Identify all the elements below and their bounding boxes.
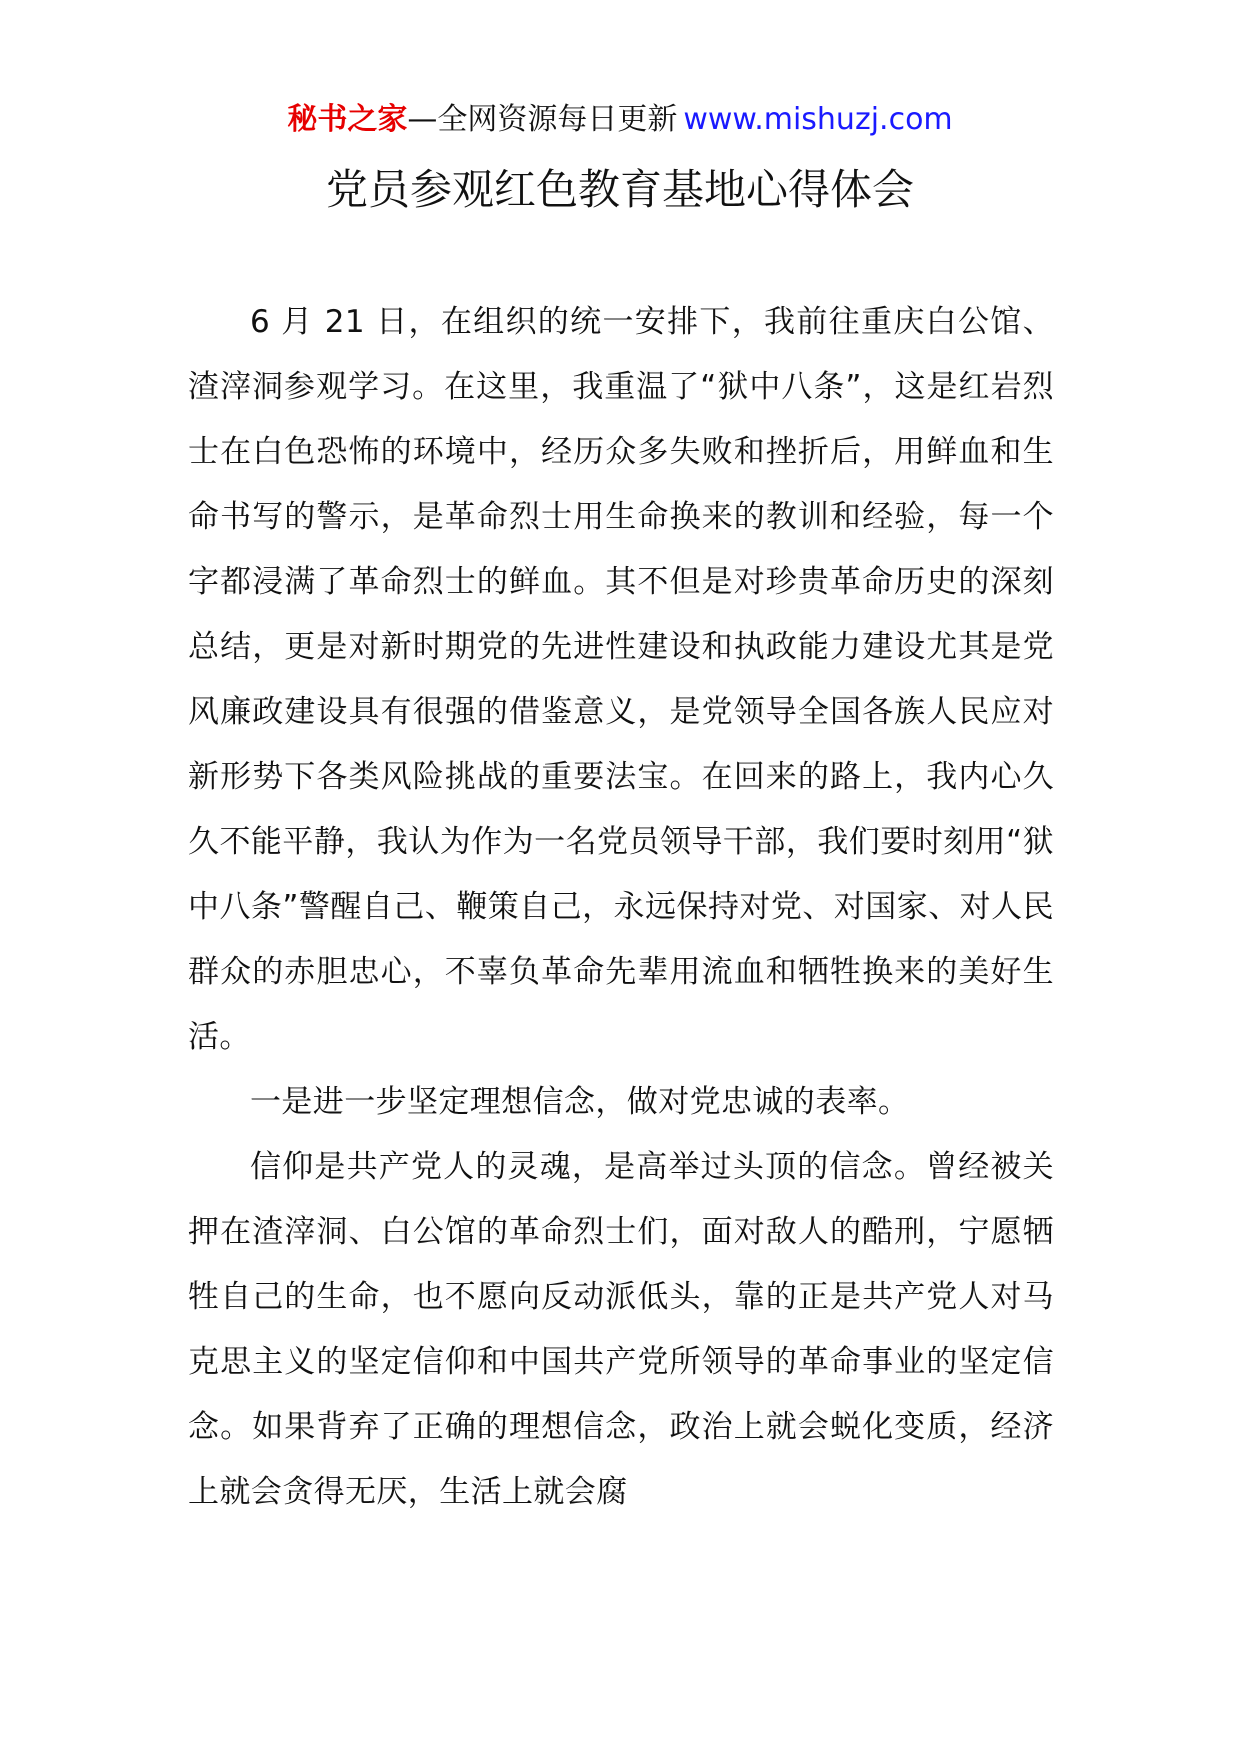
document-title: 党员参观红色教育基地心得体会: [325, 165, 914, 214]
page-header: [0, 100, 1240, 140]
paragraph-section-heading: 一是进一步坚定理想信念，做对党忠诚的表率。: [250, 1084, 910, 1120]
paragraph-faith: 信仰是共产党人的灵魂，是高举过头顶的信念。曾经被关押在渣滓洞、白公馆的革命烈士们，面对敌人的酷刑，宁愿牺牲自己的生命，也不愿向反动派低头，靠的正是共产党人对马克思主义的坚定信仰和中国共产党所领导的革命事业的坚定信念。如果背弃了正确的理想信念，政治上就会蜕化变质，经济上就会贪得无厌，生活上就会腐: [188, 1149, 1054, 1510]
brand-name: 秘书之家: [287, 102, 408, 137]
site-url-link[interactable]: www.mishuzj.com: [683, 102, 953, 137]
header-tagline: —全网资源每日更新: [407, 102, 678, 137]
paragraph-intro: 6 月 21 日，在组织的统一安排下，我前往重庆白公馆、渣滓洞参观学习。在这里，我重温了“狱中八条”，这是红岩烈士在白色恐怖的环境中，经历众多失败和挫折后，用鲜血和生命书写的警示，是革命烈士用生命换来的教训和经验，每一个字都浸满了革命烈士的鲜血。其不但是对珍贵革命历史的深刻总结，更是对新时期党的先进性建设和执政能力建设尤其是党风廉政建设具有很强的借鉴意义，是党领导全国各族人民应对新形势下各类风险挑战的重要法宝。在回来的路上，我内心久久不能平静，我认为作为一名党员领导干部，我们要时刻用“狱中八条”警醒自己、鞭策自己，永远保持对党、对国家、对人民群众的赤胆忠心，不辜负革命先辈用流血和牺牲换来的美好生活。: [188, 304, 1054, 1055]
document-body: [188, 290, 1054, 1525]
